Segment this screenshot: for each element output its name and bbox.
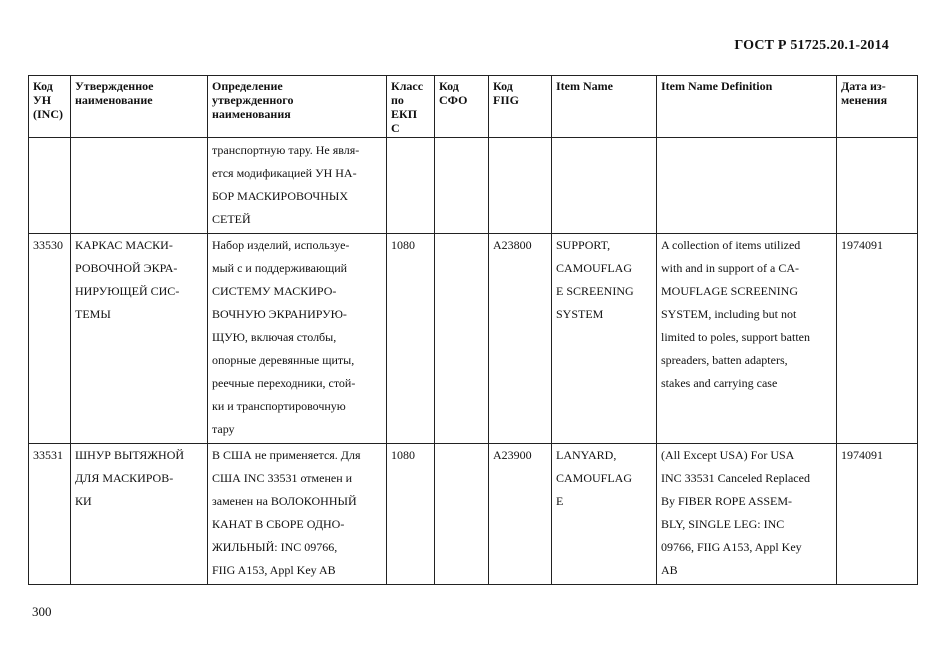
cell-line: A23800 bbox=[493, 238, 532, 252]
cell-name-definition bbox=[208, 234, 387, 444]
header-line: Код bbox=[439, 79, 459, 93]
header-line: Код bbox=[33, 79, 53, 93]
table-row bbox=[29, 138, 918, 234]
header-approved-name bbox=[71, 76, 208, 138]
cell-line: 33531 bbox=[33, 448, 63, 462]
cell-approved-name bbox=[71, 234, 208, 444]
cell-line: КАРКАС МАСКИ- bbox=[75, 238, 173, 252]
table-header-row bbox=[29, 76, 918, 138]
cell-item-name bbox=[552, 444, 657, 585]
cell-fiig-code bbox=[489, 234, 552, 444]
header-line: Определение bbox=[212, 79, 283, 93]
cell-ekps-class bbox=[387, 234, 435, 444]
header-item-name bbox=[552, 76, 657, 138]
cell-line: A23900 bbox=[493, 448, 532, 462]
catalog-table bbox=[28, 75, 918, 585]
cell-fiig-code bbox=[489, 444, 552, 585]
header-sfo-code bbox=[435, 76, 489, 138]
cell-line: СЕТЕЙ bbox=[212, 212, 251, 226]
header-line: Класс bbox=[391, 79, 424, 93]
cell-item-name bbox=[552, 138, 657, 234]
cell-line: тару bbox=[212, 422, 235, 436]
cell-line: КАНАТ В СБОРЕ ОДНО- bbox=[212, 517, 345, 531]
header-line: Дата из- bbox=[841, 79, 886, 93]
cell-item-name-definition bbox=[657, 234, 837, 444]
cell-ekps-class bbox=[387, 444, 435, 585]
cell-line: stakes and carrying case bbox=[661, 376, 778, 390]
cell-line: США INC 33531 отменен и bbox=[212, 471, 353, 485]
document-title: ГОСТ Р 51725.20.1-2014 bbox=[734, 38, 889, 53]
cell-item-name-definition bbox=[657, 444, 837, 585]
cell-line: 1974091 bbox=[841, 448, 883, 462]
cell-inc-code bbox=[29, 444, 71, 585]
cell-change-date bbox=[837, 138, 918, 234]
header-line: УН bbox=[33, 93, 52, 107]
cell-line: СИСТЕМУ МАСКИРО- bbox=[212, 284, 337, 298]
cell-line: РОВОЧНОЙ ЭКРА- bbox=[75, 261, 178, 275]
cell-sfo-code bbox=[435, 138, 489, 234]
cell-line: НИРУЮЩЕЙ СИС- bbox=[75, 284, 180, 298]
cell-line: заменен на ВОЛОКОННЫЙ bbox=[212, 494, 357, 508]
cell-line: ется модификацией УН НА- bbox=[212, 166, 357, 180]
cell-line: ШНУР ВЫТЯЖНОЙ bbox=[75, 448, 185, 462]
header-line: по bbox=[391, 93, 404, 107]
cell-line: опорные деревянные щиты, bbox=[212, 353, 355, 367]
cell-line: 1080 bbox=[391, 238, 415, 252]
header-line: Item Name bbox=[556, 79, 613, 93]
cell-line: E bbox=[556, 494, 564, 508]
header-ekps-class bbox=[387, 76, 435, 138]
cell-line: ДЛЯ МАСКИРОВ- bbox=[75, 471, 174, 485]
header-line: С bbox=[391, 121, 400, 135]
cell-change-date bbox=[837, 444, 918, 585]
cell-line: 09766, FIIG A153, Appl Key bbox=[661, 540, 802, 554]
header-change-date bbox=[837, 76, 918, 138]
header-line: Item Name Definition bbox=[661, 79, 773, 93]
cell-line: with and in support of a CA- bbox=[661, 261, 799, 275]
cell-line: ки и транспортировочную bbox=[212, 399, 346, 413]
header-line: менения bbox=[841, 93, 888, 107]
cell-line: БОР МАСКИРОВОЧНЫХ bbox=[212, 189, 349, 203]
cell-line: КИ bbox=[75, 494, 92, 508]
header-line: (INC) bbox=[33, 107, 63, 121]
cell-inc-code bbox=[29, 234, 71, 444]
cell-ekps-class bbox=[387, 138, 435, 234]
cell-line: AB bbox=[661, 563, 678, 577]
header-name-definition bbox=[208, 76, 387, 138]
cell-line: (All Except USA) For USA bbox=[661, 448, 795, 462]
cell-fiig-code bbox=[489, 138, 552, 234]
cell-approved-name bbox=[71, 444, 208, 585]
cell-line: ЩУЮ, включая столбы, bbox=[212, 330, 337, 344]
cell-line: SUPPORT, bbox=[556, 238, 611, 252]
cell-line: FIIG A153, Appl Key AB bbox=[212, 563, 336, 577]
cell-line: A collection of items utilized bbox=[661, 238, 801, 252]
cell-item-name-definition bbox=[657, 138, 837, 234]
header-line: СФО bbox=[439, 93, 468, 107]
cell-line: SYSTEM, including but not bbox=[661, 307, 797, 321]
cell-name-definition bbox=[208, 138, 387, 234]
cell-line: 1974091 bbox=[841, 238, 883, 252]
header-line: Утвержденное bbox=[75, 79, 154, 93]
cell-line: ТЕМЫ bbox=[75, 307, 111, 321]
cell-line: BLY, SINGLE LEG: INC bbox=[661, 517, 785, 531]
cell-item-name bbox=[552, 234, 657, 444]
cell-line: MOUFLAGE SCREENING bbox=[661, 284, 799, 298]
table-body bbox=[29, 138, 918, 585]
cell-sfo-code bbox=[435, 234, 489, 444]
cell-line: реечные переходники, стой- bbox=[212, 376, 356, 390]
header-line: утвержденного bbox=[212, 93, 294, 107]
cell-line: ЖИЛЬНЫЙ: INC 09766, bbox=[212, 540, 338, 554]
header-line: наименование bbox=[75, 93, 153, 107]
header-line: наименования bbox=[212, 107, 291, 121]
cell-sfo-code bbox=[435, 444, 489, 585]
header-line: ЕКП bbox=[391, 107, 418, 121]
cell-line: limited to poles, support batten bbox=[661, 330, 810, 344]
page-number: 300 bbox=[32, 604, 52, 619]
cell-line: SYSTEM bbox=[556, 307, 604, 321]
cell-line: INC 33531 Canceled Replaced bbox=[661, 471, 810, 485]
cell-line: ВОЧНУЮ ЭКРАНИРУЮ- bbox=[212, 307, 347, 321]
cell-line: Набор изделий, используе- bbox=[212, 238, 350, 252]
cell-line: 33530 bbox=[33, 238, 63, 252]
cell-line: CAMOUFLAG bbox=[556, 471, 633, 485]
table-row bbox=[29, 234, 918, 444]
cell-line: spreaders, batten adapters, bbox=[661, 353, 788, 367]
cell-line: E SCREENING bbox=[556, 284, 634, 298]
cell-line: LANYARD, bbox=[556, 448, 617, 462]
header-fiig-code bbox=[489, 76, 552, 138]
table-row bbox=[29, 444, 918, 585]
header-line: FIIG bbox=[493, 93, 520, 107]
cell-name-definition bbox=[208, 444, 387, 585]
cell-line: В США не применяется. Для bbox=[212, 448, 361, 462]
cell-inc-code bbox=[29, 138, 71, 234]
cell-approved-name bbox=[71, 138, 208, 234]
cell-line: мый с и поддерживающий bbox=[212, 261, 348, 275]
header-item-name-definition bbox=[657, 76, 837, 138]
cell-line: транспортную тару. Не явля- bbox=[212, 143, 360, 157]
cell-line: By FIBER ROPE ASSEM- bbox=[661, 494, 793, 508]
header-inc-code bbox=[29, 76, 71, 138]
cell-line: 1080 bbox=[391, 448, 415, 462]
cell-line: CAMOUFLAG bbox=[556, 261, 633, 275]
cell-change-date bbox=[837, 234, 918, 444]
header-line: Код bbox=[493, 79, 513, 93]
